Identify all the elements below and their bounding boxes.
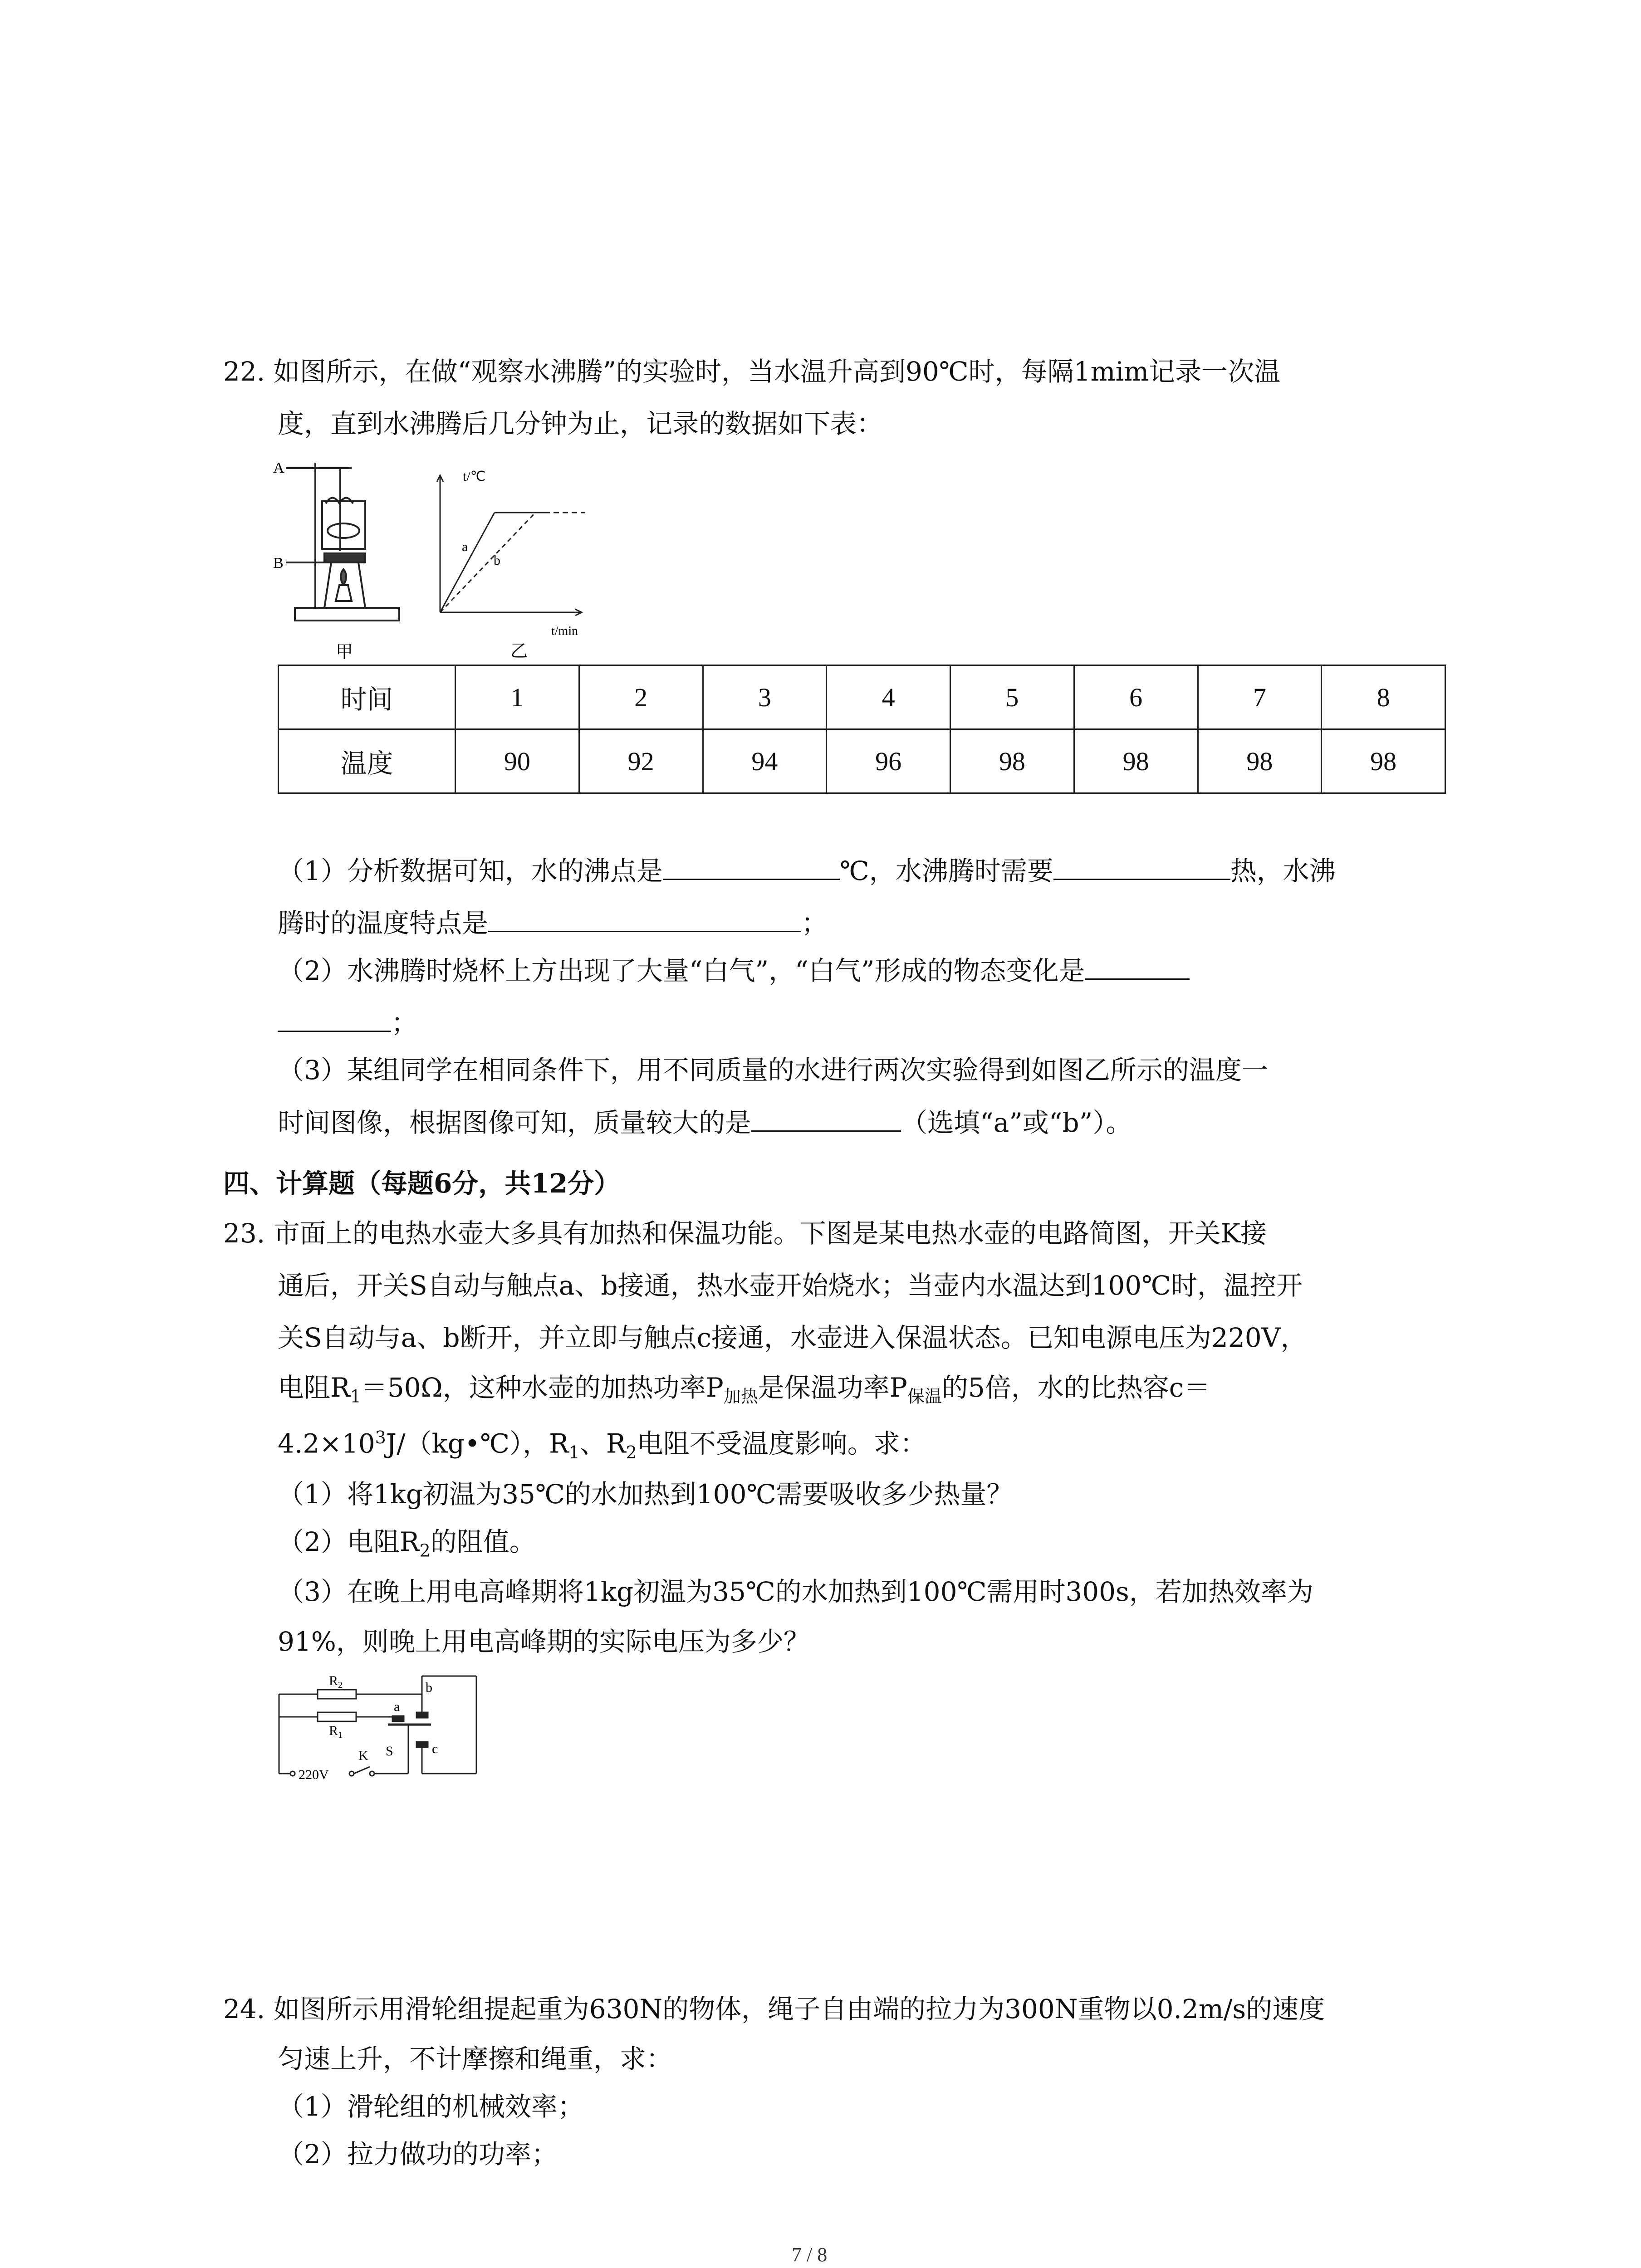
q22-sub2: （2）水沸腾时烧杯上方出现了大量“白气”，“白气”形成的物态变化是	[278, 955, 1190, 984]
switch-k	[354, 1767, 370, 1774]
q22-sub1-cont: 腾时的温度特点是 ；	[278, 908, 828, 938]
resistor-r2	[318, 1690, 356, 1699]
q22-line-2: 度，直到水沸腾后几分钟为止，记录的数据如下表：	[278, 408, 883, 439]
label-a: A	[273, 459, 284, 476]
answer-blank[interactable]	[488, 907, 801, 932]
page-number: 7 / 8	[792, 2244, 828, 2266]
q22-sub2-cont: ；	[278, 1007, 417, 1036]
table-cell: 92	[579, 729, 703, 793]
label-contact-b: b	[426, 1680, 432, 1695]
resistor-r1	[318, 1712, 356, 1721]
q22-sub3: （3）某组同学在相同条件下，用不同质量的水进行两次实验得到如图乙所示的温度一	[278, 1055, 1268, 1085]
table-cell: 98	[1322, 729, 1445, 793]
label-contact-c: c	[432, 1741, 438, 1756]
label-switch-k: K	[358, 1748, 368, 1763]
q24-line-2: 匀速上升，不计摩擦和绳重，求：	[278, 2043, 673, 2074]
table-cell: 2	[579, 665, 703, 729]
q23-sub3: （3）在晚上用电高峰期将1kg初温为35℃的水加热到100℃需用时300s，若加热效率为	[278, 1576, 1313, 1607]
answer-blank[interactable]	[1053, 855, 1230, 880]
q22-sub3-cont: 时间图像，根据图像可知，质量较大的是 （选填“a”或“b”）。	[278, 1107, 1132, 1138]
table-header-time: 时间	[279, 665, 456, 729]
q23-line-3: 关S自动与a、b断开，并立即与触点c接通，水壶进入保温状态。已知电源电压为220V，	[278, 1322, 1307, 1353]
label-voltage: 220V	[299, 1767, 329, 1782]
figure-yi-graph	[422, 467, 612, 658]
table-cell: 1	[456, 665, 579, 729]
label-r2: $R_2$	[329, 1673, 343, 1690]
label-b: B	[273, 555, 284, 572]
figure-jia-apparatus	[272, 449, 413, 662]
table-cell: 98	[1198, 729, 1322, 793]
line-a	[440, 513, 495, 612]
x-axis-label: t/min	[551, 624, 578, 638]
q23-line-2: 通后，开关S自动与触点a、b接通，热水壶开始烧水；当壶内水温达到100℃时，温控开	[278, 1270, 1303, 1301]
q23-sub1: （1）将1kg初温为35℃的水加热到100℃需要吸收多少热量？	[278, 1479, 1013, 1510]
table-header-temperature: 温度	[279, 729, 456, 793]
circuit-diagram	[272, 1669, 499, 1787]
label-switch-s: S	[386, 1744, 393, 1759]
q23-sub3-cont: 91%，则晚上用电高峰期的实际电压为多少？	[278, 1626, 810, 1657]
q24-sub2: （2）拉力做功的功率；	[278, 2139, 558, 2170]
answer-blank[interactable]	[751, 1107, 901, 1132]
y-axis-label: t/℃	[463, 469, 486, 484]
label-line-a: a	[462, 539, 468, 554]
q23-line-4: 电阻$R_1=50\Omega$，这种水壶的加热功率$P_{加热}$是保温功率$P_{保温}$的5倍，水的比热容c＝	[278, 1372, 1210, 1407]
q22-line-1: 22. 如图所示，在做“观察水沸腾”的实验时，当水温升高到90℃时，每隔1mim记录一次温	[223, 356, 1281, 387]
caption-jia: 甲	[336, 643, 353, 662]
q24-sub1: （1）滑轮组的机械效率；	[278, 2091, 584, 2122]
data-table	[278, 665, 1446, 794]
label-contact-a: a	[394, 1699, 400, 1714]
table-cell: 3	[703, 665, 827, 729]
table-cell: 8	[1322, 665, 1445, 729]
table-row	[279, 665, 1445, 729]
table-cell: 4	[827, 665, 950, 729]
line-b	[440, 513, 535, 612]
table-cell: 96	[827, 729, 950, 793]
q22-sub1: （1）分析数据可知，水的沸点是 ℃，水沸腾时需要 热，水沸	[278, 855, 1336, 886]
label-line-b: b	[494, 553, 500, 568]
q23-line-1: 23. 市面上的电热水壶大多具有加热和保温功能。下图是某电热水壶的电路简图，开关K接	[223, 1218, 1267, 1249]
answer-blank[interactable]	[663, 855, 840, 880]
beaker	[322, 501, 365, 549]
table-cell: 7	[1198, 665, 1322, 729]
caption-yi: 乙	[510, 642, 528, 658]
q24-line-1: 24. 如图所示用滑轮组提起重为630N的物体，绳子自由端的拉力为300N重物以0.2m/s的速度	[223, 1994, 1325, 2024]
table-cell: 90	[456, 729, 579, 793]
table-cell: 5	[950, 665, 1074, 729]
table-cell: 98	[1074, 729, 1198, 793]
table-row	[279, 729, 1445, 793]
q23-line-5: $4.2\times 10^3J/(kg•℃)$，$R_1$、$R_2$电阻不受温度影响。求：	[278, 1427, 926, 1462]
q23-sub2: （2）电阻$R_2$的阻值。	[278, 1526, 536, 1561]
table-cell: 6	[1074, 665, 1198, 729]
table-cell: 98	[950, 729, 1074, 793]
answer-blank[interactable]	[278, 1007, 391, 1032]
label-r1: $R_1$	[329, 1723, 343, 1740]
alcohol-lamp	[336, 585, 352, 601]
section-heading: 四、计算题（每题6分，共12分）	[223, 1168, 621, 1199]
answer-blank[interactable]	[1085, 955, 1190, 980]
stand-base	[295, 608, 399, 621]
table-cell: 94	[703, 729, 827, 793]
